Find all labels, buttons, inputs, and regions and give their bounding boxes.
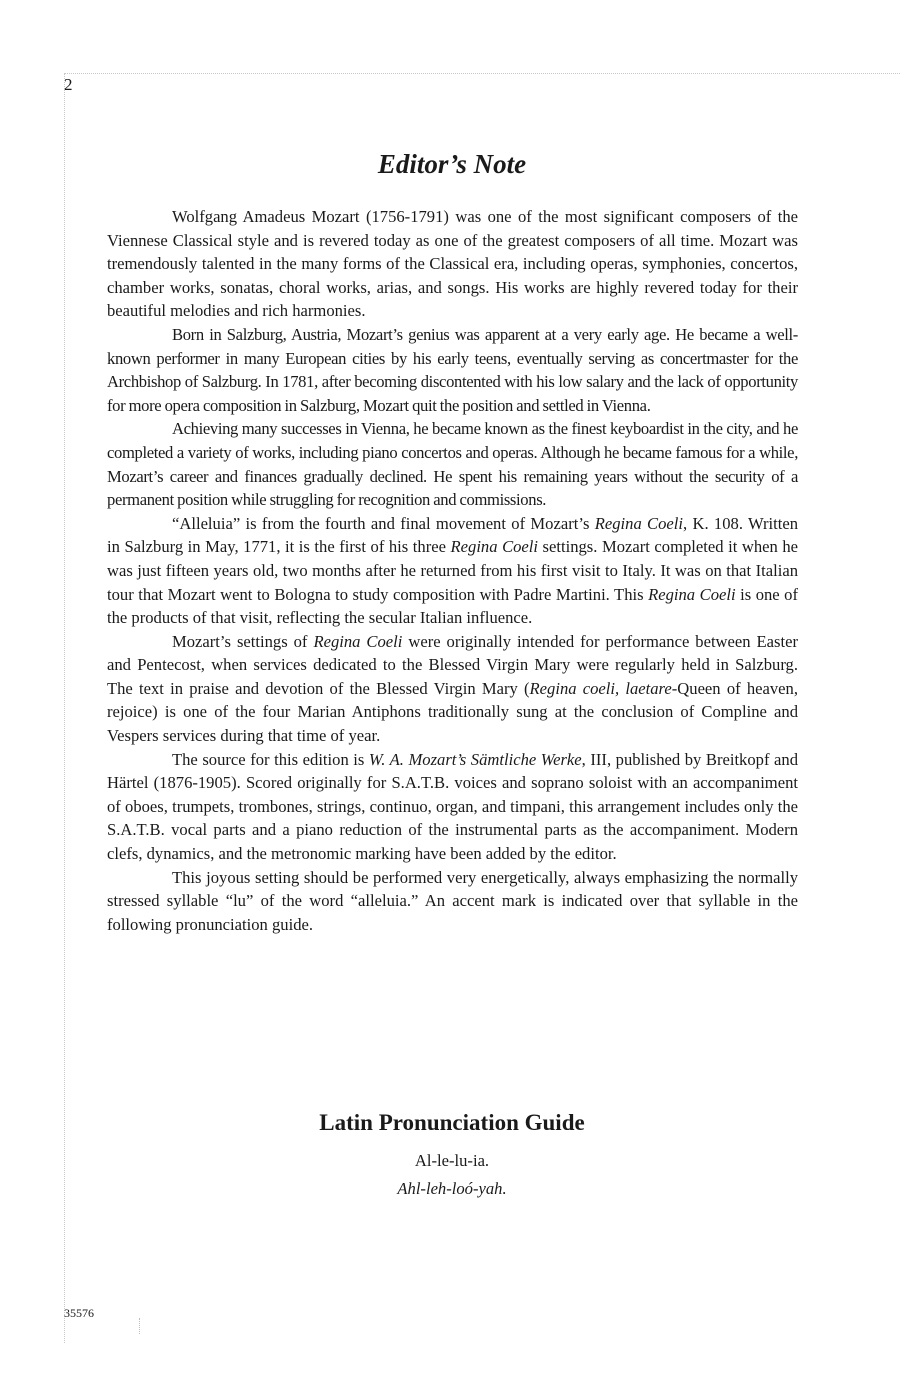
paragraph-text: -Queen of heaven, rejoice) is one of the four Marian Antiphons traditionally sung at the conclusion of Compline and Vespers services during that time of year. [107,678,798,746]
latin-text: Al-le-lu-ia. [414,1151,490,1170]
paragraph-text: This joyous setting should be performed very energetically, always emphasizing the normally stressed syllable “lu” of the word “alleluia.” An accent mark is indicated over that syllable in the following pronunciation guide. [107,867,798,934]
paragraph-text: were originally intended for performance between Easter and Pentecost, when services dedicated to the Blessed Virgin Mary were regularly held in Salzburg. The text in praise and devotion of the Blessed Virgin Mary ( [107,631,798,698]
pronunciation-text: Ahl-leh-loó-yah. [397,1179,507,1198]
paragraph-alleluia [107,512,798,630]
plate-number: 35576 [64,1306,94,1320]
page-number: 2 [64,75,73,94]
paragraph-text: , III, published by Breitkopf and Härtel (1876-1905). Scored originally for S.A.T.B. voices and soprano soloist with an accompaniment of oboes, trumpets, trombones, strings, continuo, organ, and timpani, this arrangement includes only the S.A.T.B. vocal parts and a piano reduction of the instrumental parts as the accompaniment. Modern clefs, dynamics, and the metronomic marking have been added by the editor. [107,749,798,864]
paragraph-edition-source [107,748,798,866]
italic-title-text: Regina coeli, laetare [529,678,672,698]
paragraph-text: settings. Mozart completed it when he was just fifteen years old, two months after he returned from his first visit to Italy. It was on that Italian tour that Mozart went to Bologna to study composition with Padre Martini. This [107,537,798,604]
paragraph-salzburg [107,323,798,417]
editor-note-body [107,205,798,936]
editor-note-title: Editor’s Note [377,149,527,179]
paragraph-text: The source for this edition is [172,749,369,769]
paragraph-text: Mozart’s settings of [172,631,314,651]
paragraph-mozart-intro [107,205,798,323]
italic-title-text: Regina Coeli [648,584,736,604]
page-frame-top-border [64,73,900,74]
italic-title-text: W. A. Mozart’s Sämtliche Werke [368,749,582,769]
paragraph-text: Wolfgang Amadeus Mozart (1756-1791) was one of the most significant composers of the Viennese Classical style and is revered today as one of the greatest composers of all time. Mozart was tremendously talented in the many forms of the Classical era, including operas, symphonies, concertos, chamber works, sonatas, choral works, arias, and songs. His works are highly revered today for their beautiful melodies and rich harmonies. [107,207,798,321]
paragraph-regina-coeli [107,630,798,748]
paragraph-performance [107,866,798,937]
italic-title-text: Regina Coeli [313,631,403,651]
italic-title-text: Regina Coeli [594,513,684,533]
italic-title-text: Regina Coeli [450,537,539,557]
paragraph-text: , K. 108. Written in Salzburg in May, 1771, it is the first of his three [107,513,799,557]
paragraph-text: Achieving many successes in Vienna, he became known as the finest keyboardist in the city, and he completed a variety of works, including piano concertos and operas. Although he became famous for a while, Mozart’s career and finances gradually declined. He spent his remaining years without the security of a permanent position while struggling for recognition and commissions. [107,419,798,510]
paragraph-text: is one of the products of that visit, reflecting the secular Italian influence. [107,584,799,628]
paragraph-vienna [107,417,798,511]
crop-mark [139,1318,140,1334]
paragraph-text: Born in Salzburg, Austria, Mozart’s genius was apparent at a very early age. He became a well-known performer in many European cities by his early teens, eventually serving as concertmaster for the Archbishop of Salzburg. In 1781, after becoming discontented with his low salary and the lack of opportunity for more opera composition in Salzburg, Mozart quit the position and settled in Vienna. [107,324,798,415]
paragraph-text: “Alleluia” is from the fourth and final movement of Mozart’s [172,513,595,533]
pronunciation-guide-title: Latin Pronunciation Guide [319,1110,585,1135]
